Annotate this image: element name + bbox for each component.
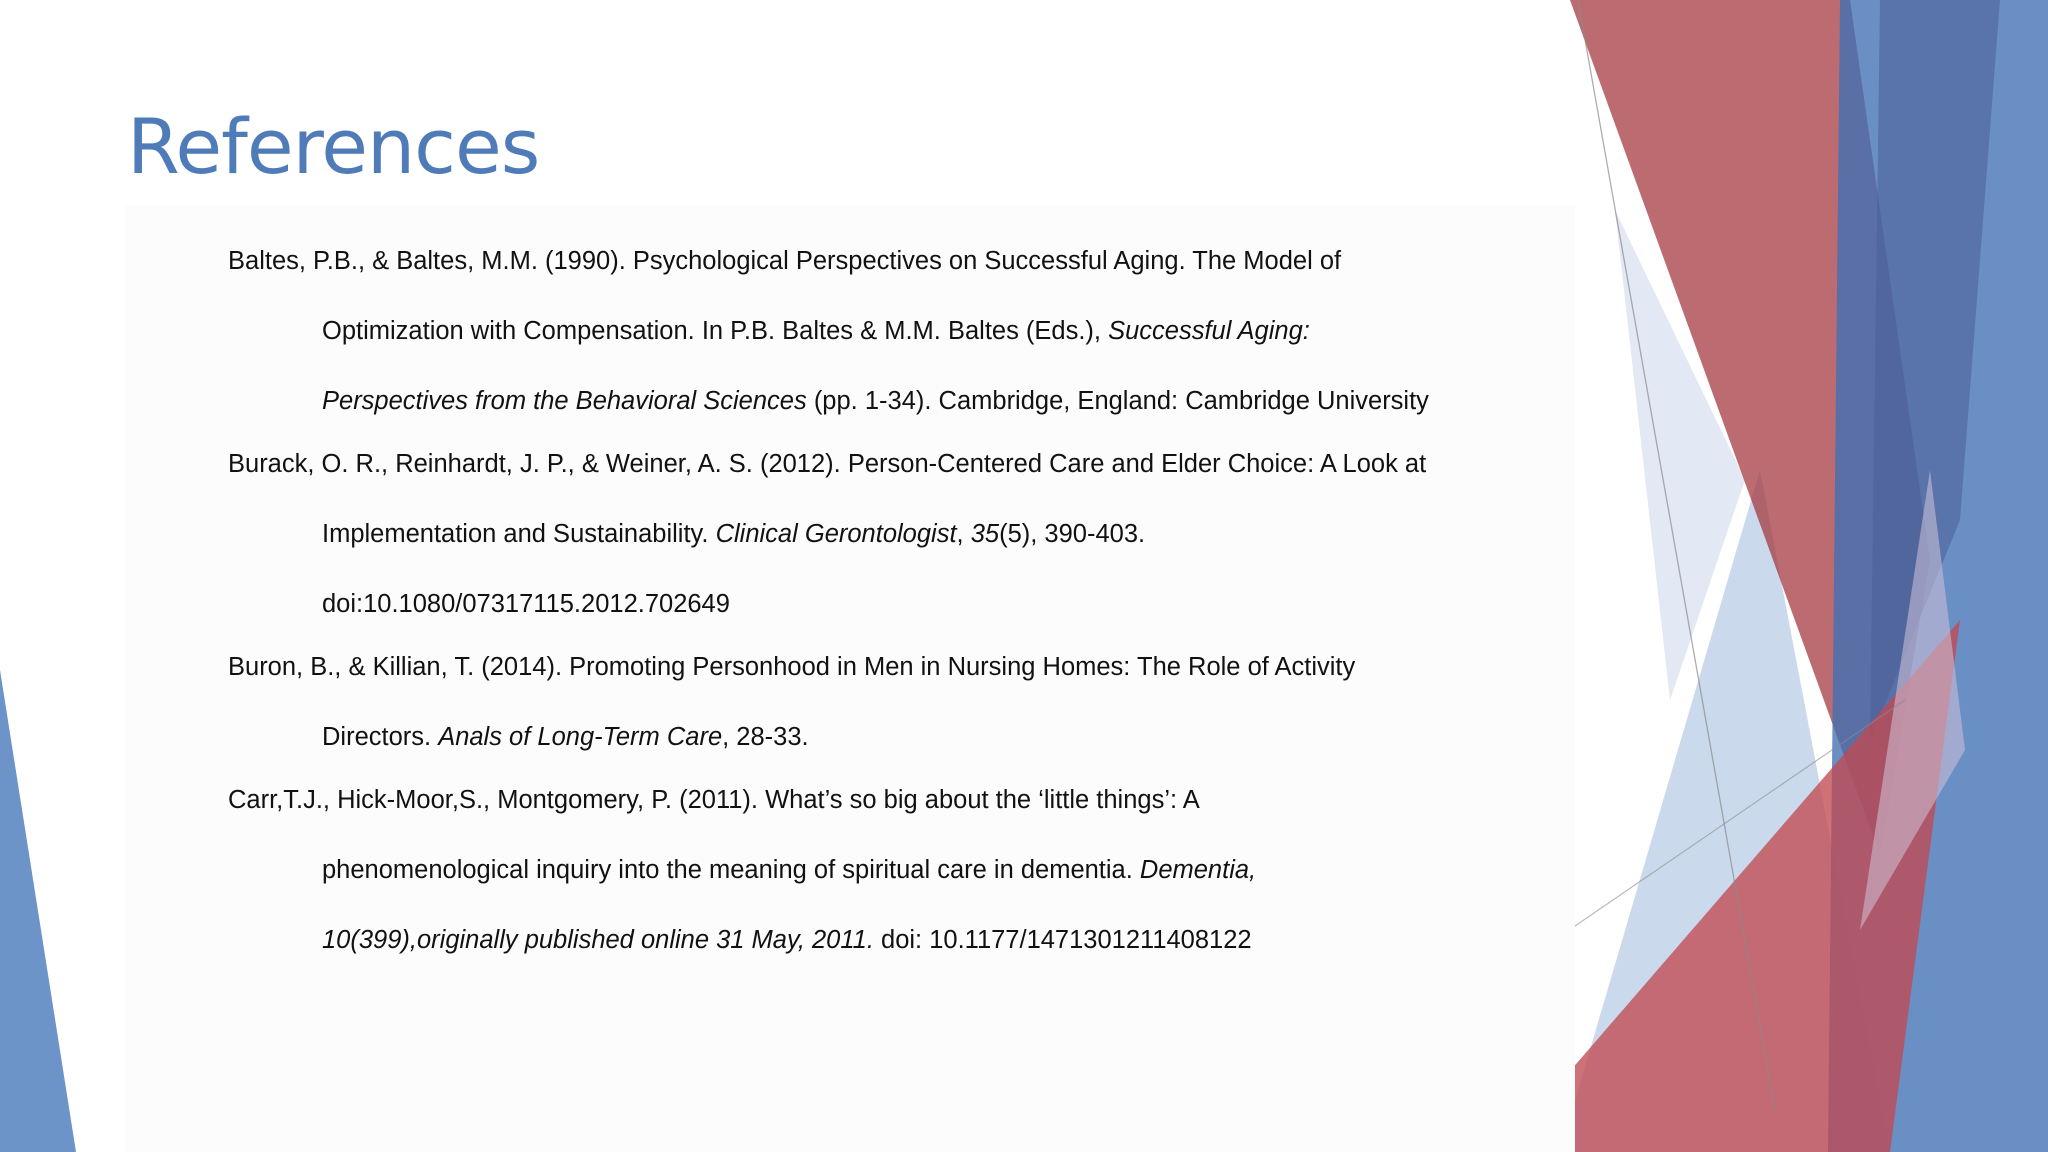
reference-line: Directors. Anals of Long-Term Care, 28-33. bbox=[322, 723, 809, 751]
left-blue-sliver bbox=[0, 670, 76, 1152]
reference-line: Burack, O. R., Reinhardt, J. P., & Weiner, A. S. (2012). Person-Centered Care and Elder Choice: A Look at bbox=[228, 450, 1427, 478]
reference-line: doi:10.1080/07317115.2012.702649 bbox=[322, 590, 730, 618]
journal-title: Dementia, bbox=[1139, 856, 1257, 884]
journal-details: 10(399),originally published online 31 May, 2011. bbox=[322, 926, 874, 954]
reference-line: Buron, B., & Killian, T. (2014). Promoting Personhood in Men in Nursing Homes: The Role of Activity bbox=[228, 653, 1356, 681]
reference-item bbox=[228, 779, 1528, 961]
journal-title: Anals of Long-Term Care bbox=[438, 723, 723, 751]
reference-list bbox=[228, 240, 1528, 982]
reference-line: 10(399),originally published online 31 May, 2011. doi: 10.1177/1471301211408122 bbox=[322, 926, 1252, 954]
reference-item bbox=[228, 240, 1528, 422]
book-title: Successful Aging: bbox=[1108, 317, 1310, 345]
reference-line: Implementation and Sustainability. Clinical Gerontologist, 35(5), 390-403. bbox=[322, 520, 1146, 548]
reference-item bbox=[228, 646, 1528, 758]
reference-item bbox=[228, 443, 1528, 625]
reference-line: phenomenological inquiry into the meaning of spiritual care in dementia. Dementia, bbox=[322, 856, 1257, 884]
page-title: References bbox=[127, 102, 540, 191]
reference-line: Carr,T.J., Hick-Moor,S., Montgomery, P. (2011). What’s so big about the ‘little things’: A bbox=[228, 786, 1200, 814]
reference-line: Baltes, P.B., & Baltes, M.M. (1990). Psychological Perspectives on Successful Aging. The Model of bbox=[228, 247, 1342, 275]
journal-title: Clinical Gerontologist bbox=[715, 520, 957, 548]
book-title: Perspectives from the Behavioral Sciences bbox=[322, 387, 807, 415]
reference-line: Perspectives from the Behavioral Sciences (pp. 1-34). Cambridge, England: Cambridge University bbox=[322, 387, 1429, 415]
journal-volume: 35 bbox=[970, 520, 1000, 548]
reference-line: Optimization with Compensation. In P.B. Baltes & M.M. Baltes (Eds.), Successful Aging: bbox=[322, 317, 1310, 345]
